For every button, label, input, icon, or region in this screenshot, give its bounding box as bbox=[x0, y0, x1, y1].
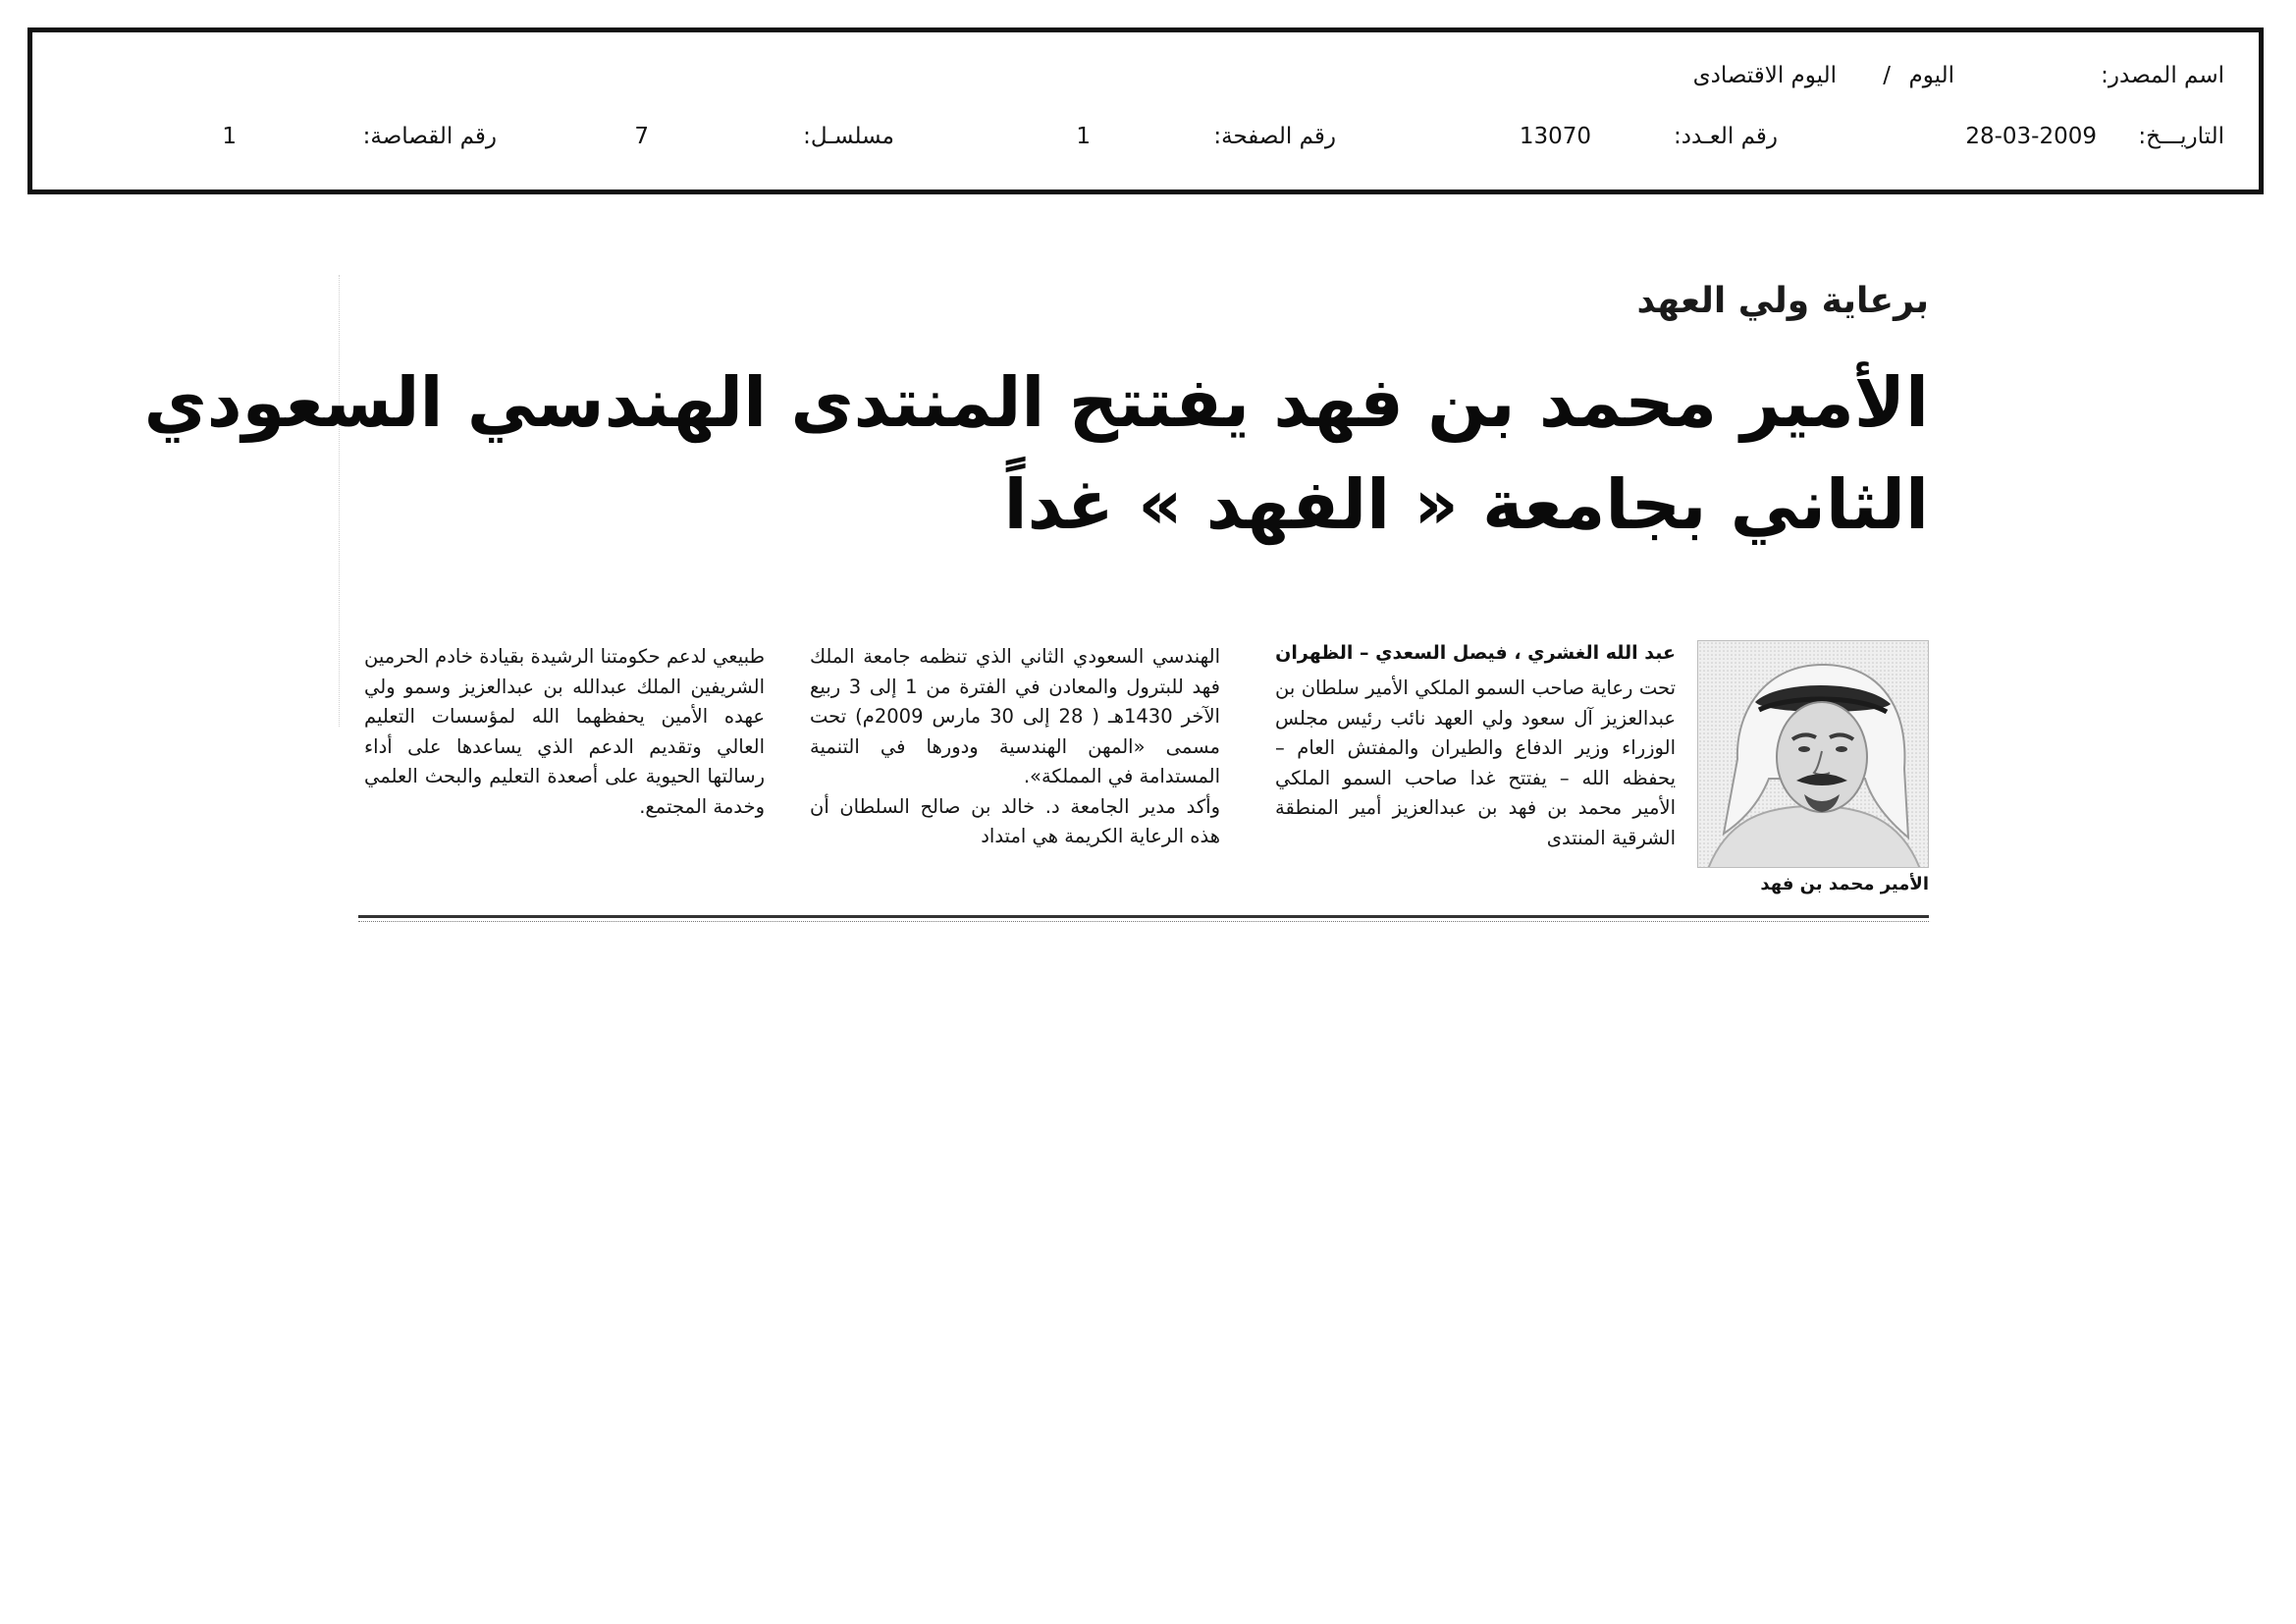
issue-label: رقم العـدد: bbox=[1673, 124, 1778, 149]
article-column-3 bbox=[364, 642, 765, 822]
source-value: اليوم bbox=[1908, 63, 1954, 88]
newspaper-clipping bbox=[143, 245, 1929, 933]
headline-line-1: الأمير محمد بن فهد يفتتح المنتدى الهندسي السعودي bbox=[143, 362, 1929, 443]
article-column-1 bbox=[1275, 674, 1676, 853]
headline-line-2: الثاني بجامعة « الفهد » غداً bbox=[1003, 464, 1929, 545]
clip-number-label: رقم القصاصة: bbox=[362, 124, 497, 149]
column-2-paragraph-1: الهندسي السعودي الثاني الذي تنظمه جامعة الملك فهد للبترول والمعادن في الفترة من 1 إلى 3 ربيع الآخر 1430هـ ( 28 إلى 30 مارس 2009م) تحت مسمى «المهن الهندسية ودورها في التنمية المستدامة في المملكة». bbox=[810, 645, 1220, 787]
column-3-text: طبيعي لدعم حكومتنا الرشيدة بقيادة خادم الحرمين الشريفين الملك عبدالله بن عبدالعزيز وسمو ولي عهده الأمين يحفظهما الله لمؤسسات التعليم العالي وتقديم الدعم الذي يساعدها على أداء رسالتها الحيوية على أصعدة التعليم والبحث العلمي وخدمة المجتمع. bbox=[364, 645, 765, 818]
serial-label: مسلسـل: bbox=[803, 124, 894, 149]
date-value: 28-03-2009 bbox=[1965, 124, 2097, 149]
clipping-left-edge bbox=[339, 275, 341, 727]
date-label: التاريـــخ: bbox=[2138, 124, 2224, 149]
source-value-secondary: اليوم الاقتصادى bbox=[1692, 63, 1837, 88]
page-label: رقم الصفحة: bbox=[1213, 124, 1336, 149]
article-bottom-rule bbox=[358, 915, 1929, 918]
source-separator: / bbox=[1883, 63, 1891, 88]
article-byline: عبد الله الغشري ، فيصل السعدي – الظهران bbox=[1275, 642, 1676, 664]
clipping-header-box bbox=[27, 27, 2264, 194]
issue-value: 13070 bbox=[1519, 124, 1591, 149]
column-1-text: تحت رعاية صاحب السمو الملكي الأمير سلطان بن عبدالعزيز آل سعود ولي العهد نائب رئيس مجلس الوزراء وزير الدفاع والطيران والمفتش العام – يحفظه الله – يفتتح غدا صاحب السمو الملكي الأمير محمد بن فهد بن عبدالعزيز أمير المنطقة الشرقية المنتدى bbox=[1275, 677, 1676, 849]
photo-caption: الأمير محمد بن فهد bbox=[1760, 874, 1929, 894]
source-label: اسم المصدر: bbox=[2101, 63, 2224, 88]
column-2-paragraph-2: وأكد مدير الجامعة د. خالد بن صالح السلطان أن هذه الرعاية الكريمة هي امتداد bbox=[810, 794, 1220, 847]
prince-portrait-photo bbox=[1697, 640, 1929, 868]
article-bottom-rule-dotted bbox=[358, 921, 1929, 922]
page-value: 1 bbox=[1076, 124, 1091, 149]
article-kicker: برعاية ولي العهد bbox=[1636, 281, 1929, 321]
clip-number-value: 1 bbox=[222, 124, 237, 149]
article-column-2 bbox=[810, 642, 1220, 852]
portrait-illustration bbox=[1698, 641, 1929, 868]
serial-value: 7 bbox=[634, 124, 649, 149]
